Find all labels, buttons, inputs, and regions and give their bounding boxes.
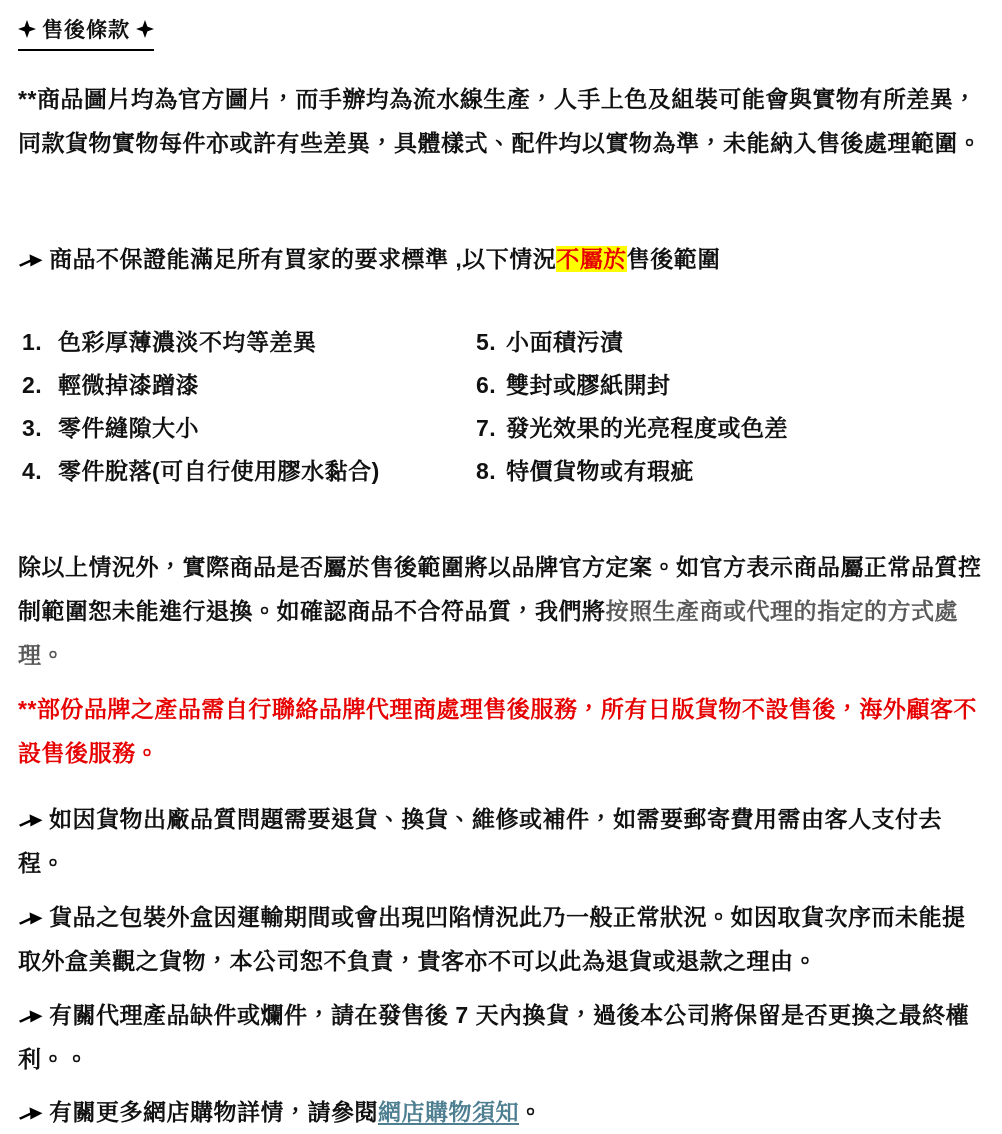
list-item (472, 407, 984, 450)
note-replacement (18, 993, 984, 1081)
note-packaging-text: 貨品之包裝外盒因運輸期間或會出現凹陷情況此乃一般正常狀況。如因取貨次序而未能提取外盒美觀之貨物，本公司恕不負責，貴客亦不可以此為退貨或退款之理由。 (18, 904, 966, 974)
list-item-text: 特價貨物或有瑕疵 (506, 458, 695, 484)
note-shipping (18, 797, 984, 885)
list-item-text: 小面積污漬 (506, 329, 624, 355)
list-item-text: 零件縫隙大小 (58, 415, 199, 441)
list-item (472, 450, 984, 493)
list-item (18, 450, 472, 493)
list-item-number: 5. (476, 329, 497, 355)
list-item (472, 321, 984, 364)
list-item-number: 7. (476, 415, 497, 441)
red-warning-note: **部份品牌之產品需自行聯絡品牌代理商處理售後服務，所有日版貨物不設售後，海外顧客不設售後服務。 (18, 696, 977, 766)
list-item-text: 色彩厚薄濃淡不均等差異 (58, 329, 317, 355)
exclusion-list (18, 321, 984, 493)
right-arrow-icon (18, 250, 43, 268)
note-shipping-text: 如因貨物出廠品質問題需要退貨、換貨、維修或補件，如需要郵寄費用需由客人支付去程。 (18, 806, 942, 876)
list-item-number: 8. (476, 458, 497, 484)
coverage-highlight: 不屬於 (556, 246, 627, 272)
right-arrow-icon (18, 908, 43, 926)
policy-text-black: 除以上情況外，實際商品是否屬於售後範圍將以品牌官方定案。如官方表示商品屬正常品質控制範圍恕未能進行退換。如確認商品不合符品質，我們將 (18, 554, 982, 624)
intro-paragraph: **商品圖片均為官方圖片，而手辦均為流水線生產，人手上色及組裝可能會與實物有所差異，同款貨物實物每件亦或許有些差異，具體樣式、配件均以實物為準，未能納入售後處理範圍。 (18, 86, 982, 156)
note-more-info-prefix: 有關更多網店購物詳情，請參閱 (49, 1099, 378, 1125)
list-item-number: 2. (22, 372, 43, 398)
list-item (18, 407, 472, 450)
four-pointed-star-icon (18, 20, 36, 38)
coverage-headline (18, 237, 984, 281)
list-item-text: 零件脫落(可自行使用膠水黏合) (58, 458, 380, 484)
four-pointed-star-icon (136, 20, 154, 38)
right-arrow-icon (18, 1103, 43, 1121)
note-replacement-text: 有關代理產品缺件或爛件，請在發售後 7 天內換貨，過後本公司將保留是否更換之最終權利。。 (18, 1002, 970, 1072)
list-item-text: 發光效果的光亮程度或色差 (506, 415, 789, 441)
page-title (18, 14, 154, 51)
note-packaging (18, 895, 984, 983)
list-item-text: 輕微掉漆蹭漆 (58, 372, 199, 398)
list-item (18, 321, 472, 364)
note-more-info-suffix: 。 (519, 1099, 543, 1125)
right-arrow-icon (18, 1006, 43, 1024)
policy-text-gray: 按照生產商或代理的指定的方式處理。 (18, 598, 958, 668)
list-item-number: 1. (22, 329, 43, 355)
list-item-number: 3. (22, 415, 43, 441)
coverage-suffix: 售後範圍 (626, 246, 721, 272)
note-more-info (18, 1090, 984, 1134)
policy-paragraph (18, 545, 984, 677)
list-item-number: 4. (22, 458, 43, 484)
list-item (18, 364, 472, 407)
list-item-text: 雙封或膠紙開封 (506, 372, 671, 398)
shop-guide-link[interactable]: 網店購物須知 (378, 1099, 519, 1125)
list-item (472, 364, 984, 407)
page-title-text: 售後條款 (42, 19, 130, 42)
right-arrow-icon (18, 810, 43, 828)
list-item-number: 6. (476, 372, 497, 398)
coverage-prefix: 商品不保證能滿足所有買家的要求標準 ,以下情況 (49, 246, 557, 272)
